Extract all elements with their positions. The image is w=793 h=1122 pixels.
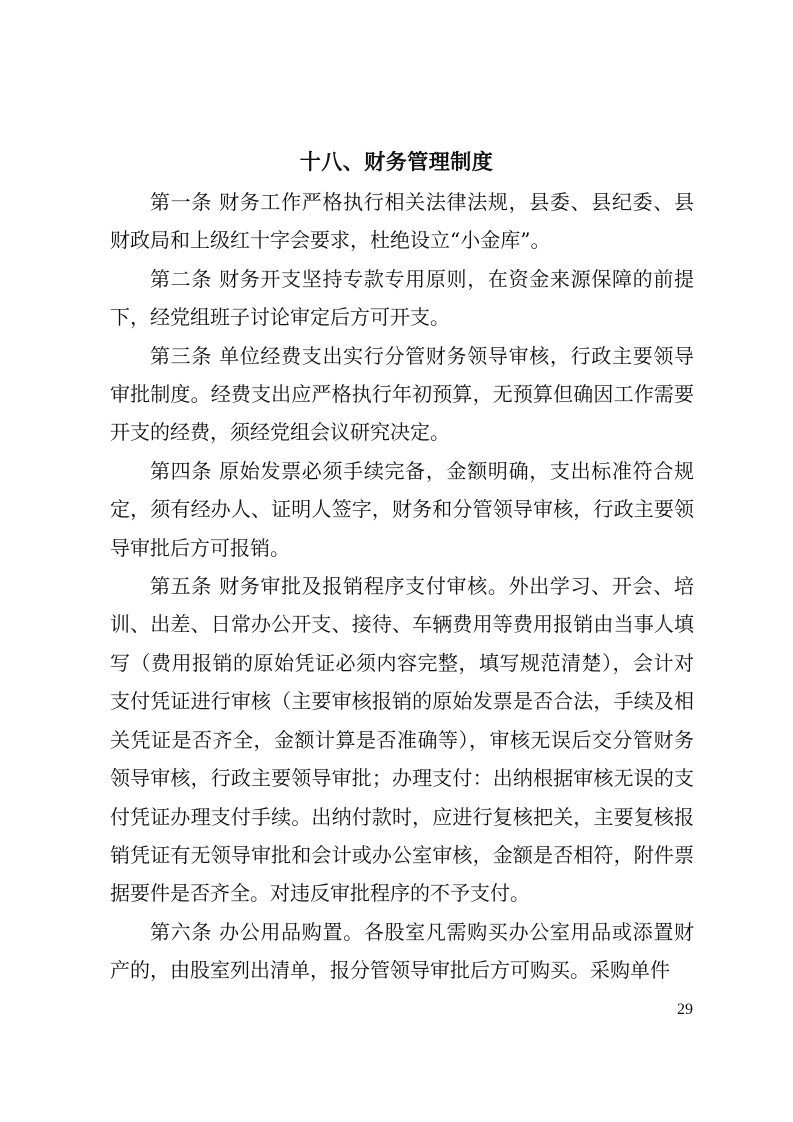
article-3-paragraph: 第三条 单位经费支出实行分管财务领导审核，行政主要领导审批制度。经费支出应严格执行年初预算，无预算但确因工作需要开支的经费，须经党组会议研究决定。 [110,343,694,445]
article-4-paragraph: 第四条 原始发票必须手续完备，金额明确，支出标准符合规定，须有经办人、证明人签字，财务和分管领导审核，行政主要领导审批后方可报销。 [110,458,694,560]
article-5-paragraph: 第五条 财务审批及报销程序支付审核。外出学习、开会、培训、出差、日常办公开支、接待、车辆费用等费用报销由当事人填写（费用报销的原始凭证必须内容完整，填写规范清楚），会计对支付凭证进行审核（主要审核报销的原始发票是否合法，手续及相关凭证是否齐全，金额计算是否准确等），审核无误后交分管财务领导审核，行政主要领导审批；办理支付：出纳根据审核无误的支付凭证办理支付手续。出纳付款时，应进行复核把关，主要复核报销凭证有无领导审批和会计或办公室审核，金额是否相符，附件票据要件是否齐全。对违反审批程序的不予支付。 [110,574,694,906]
article-6-paragraph: 第六条 办公用品购置。各股室凡需购买办公室用品或添置财产的，由股室列出清单，报分管领导审批后方可购买。采购单件 [110,919,694,983]
document-body [110,183,694,990]
page-number: 29 [677,1001,693,1018]
document-title: 十八、财务管理制度 [299,150,494,174]
article-2-paragraph: 第二条 财务开支坚持专款专用原则，在资金来源保障的前提下，经党组班子讨论审定后方可开支。 [110,266,694,330]
article-1-paragraph: 第一条 财务工作严格执行相关法律法规，县委、县纪委、县财政局和上级红十字会要求，杜绝设立“小金库”。 [110,190,694,253]
